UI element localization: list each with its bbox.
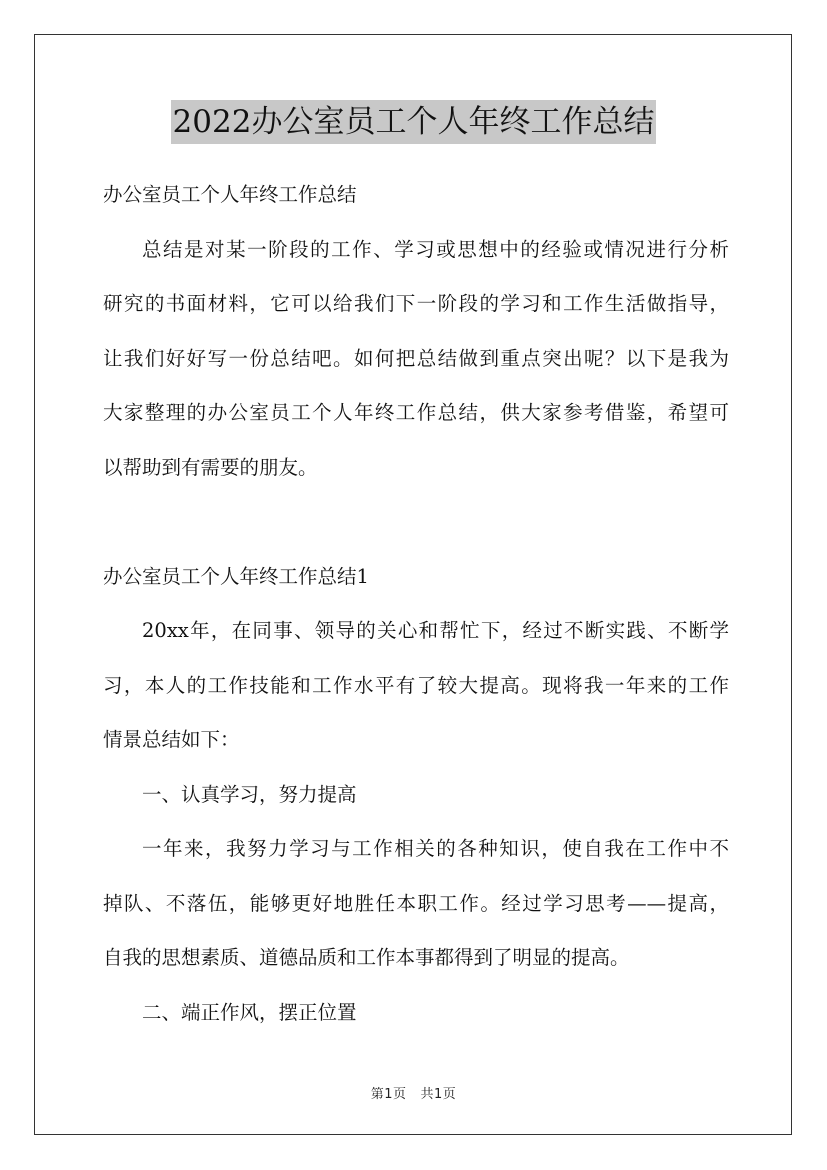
section-heading: 办公室员工个人年终工作总结1	[103, 564, 369, 588]
paragraph-line: 让我们好好写一份总结吧。如何把总结做到重点突出呢？以下是我为	[103, 346, 729, 370]
paragraph-line: 研究的书面材料，它可以给我们下一阶段的学习和工作生活做指导，	[103, 292, 729, 315]
page-total: 共1页	[420, 1087, 457, 1102]
document-body	[103, 168, 729, 1040]
paragraph-line: 自我的思想素质、道德品质和工作本事都得到了明显的提高。	[103, 946, 630, 969]
paragraph-line: 情景总结如下：	[103, 728, 240, 751]
section-heading: 办公室员工个人年终工作总结	[103, 183, 357, 206]
paragraph-line: 大家整理的办公室员工个人年终工作总结，供大家参考借鉴，希望可	[103, 401, 729, 424]
page-number: 第1页	[370, 1087, 407, 1102]
paragraph-line: 习，本人的工作技能和工作水平有了较大提高。现将我一年来的工作	[103, 673, 729, 697]
page-footer	[0, 1083, 827, 1102]
sub-heading: 二、端正作风，摆正位置	[142, 1000, 357, 1024]
document-title: 2022办公室员工个人年终工作总结	[171, 100, 657, 144]
paragraph-line: 一年来，我努力学习与工作相关的各种知识，使自我在工作中不	[142, 837, 729, 860]
paragraph-line: 总结是对某一阶段的工作、学习或思想中的经验或情况进行分析	[142, 237, 729, 261]
paragraph-line: 掉队、不落伍，能够更好地胜任本职工作。经过学习思考——提高，	[103, 891, 729, 915]
paragraph-line: 20xx年，在同事、领导的关心和帮忙下，经过不断实践、不断学	[142, 619, 729, 642]
title-container	[0, 100, 827, 144]
paragraph-spacer	[103, 495, 729, 550]
sub-heading: 一、认真学习，努力提高	[142, 782, 357, 806]
paragraph-line: 以帮助到有需要的朋友。	[103, 455, 318, 479]
